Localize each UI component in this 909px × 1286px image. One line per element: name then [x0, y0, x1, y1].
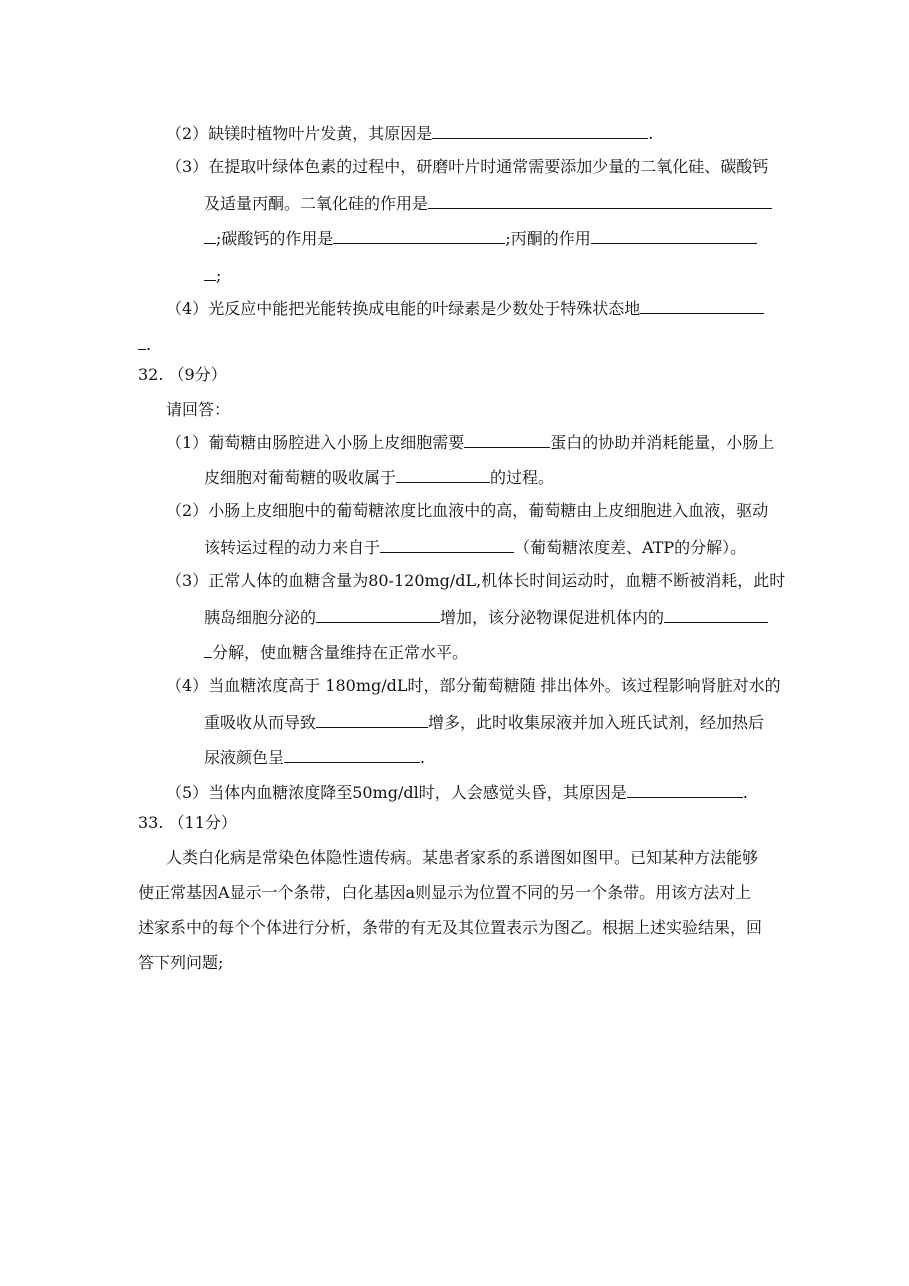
- answer-blank[interactable]: [396, 466, 490, 483]
- q32-intro: 请回答：: [166, 400, 231, 419]
- item-text: 尿液颜色呈: [204, 748, 285, 767]
- answer-blank[interactable]: [316, 711, 428, 728]
- q32-item-1-line2: [204, 466, 554, 488]
- answer-blank[interactable]: [640, 297, 764, 314]
- q32-item-1-line1: [166, 431, 774, 453]
- q32-item-3-line2: [204, 606, 768, 628]
- item-text: ;碳酸钙的作用是: [216, 229, 334, 248]
- q32-item-3-line1: [166, 571, 785, 591]
- q31-item-3-line1: [166, 157, 768, 177]
- item-text: 缺镁时植物叶片发黄，其原因是: [208, 124, 433, 143]
- answer-blank[interactable]: [138, 333, 146, 350]
- q32-item-2-line1: [166, 501, 768, 521]
- answer-blank[interactable]: [204, 227, 216, 244]
- answer-blank[interactable]: [380, 536, 514, 553]
- item-number: （1）: [166, 433, 209, 452]
- q33-paragraph-line3: 述家系中的每个个体进行分析，条带的有无及其位置表示为图乙。根据上述实验结果，回: [138, 918, 763, 937]
- item-number: （3）: [166, 571, 209, 590]
- answer-blank[interactable]: [204, 264, 216, 281]
- answer-blank[interactable]: [464, 431, 550, 448]
- item-number: （4）: [166, 299, 209, 318]
- item-text: 及适量丙酮。二氧化硅的作用是: [204, 194, 429, 213]
- item-text: 在提取叶绿体色素的过程中，研磨叶片时通常需要添加少量的二氧化硅、碳酸钙: [208, 157, 769, 176]
- answer-blank[interactable]: [664, 606, 768, 623]
- q31-item-3-line2: [204, 192, 772, 214]
- item-text: 小肠上皮细胞中的葡萄糖浓度比血液中的高，葡萄糖由上皮细胞进入血液，驱动: [208, 501, 769, 520]
- q33-paragraph-line2: 使正常基因A显示一个条带，白化基因a则显示为位置不同的另一个条带。用该方法对上: [138, 883, 752, 902]
- item-text: 正常人体的血糖含量为80-120mg/dL,机体长时间运动时，血糖不断被消耗，此时: [208, 571, 786, 590]
- item-text: 该转运过程的动力来自于: [204, 538, 381, 557]
- punctuation: .: [146, 335, 152, 354]
- item-text: 的过程。: [490, 468, 555, 487]
- q31-item-4: [166, 297, 764, 319]
- answer-blank[interactable]: [284, 746, 420, 763]
- punctuation: .: [420, 748, 426, 767]
- item-number: （2）: [166, 124, 209, 143]
- item-number: （4）: [166, 676, 209, 695]
- q31-item-2: [166, 122, 653, 144]
- q33-paragraph-line1: 人类白化病是常染色体隐性遗传病。某患者家系的系谱图如图甲。已知某种方法能够: [166, 848, 759, 867]
- answer-blank[interactable]: [316, 606, 440, 623]
- item-text: 蛋白的协助并消耗能量，小肠上: [550, 433, 775, 452]
- item-text: ;丙酮的作用: [505, 229, 591, 248]
- item-number: （5）: [166, 783, 209, 802]
- answer-blank[interactable]: [432, 122, 648, 139]
- item-text: 胰岛细胞分泌的: [204, 608, 317, 627]
- item-text: （葡萄糖浓度差、ATP的分解）。: [514, 538, 747, 557]
- answer-blank[interactable]: [204, 641, 212, 658]
- item-text: 葡萄糖由肠腔进入小肠上皮细胞需要: [208, 433, 465, 452]
- q32-item-2-line2: [204, 536, 746, 558]
- item-text: 增多，此时收集尿液并加入班氏试剂，经加热后: [428, 713, 765, 732]
- item-text: 皮细胞对葡萄糖的吸收属于: [204, 468, 397, 487]
- q32-item-4-line1: [166, 676, 781, 696]
- q32-item-4-line2: [204, 711, 764, 733]
- q32-header: 32. （9分）: [138, 365, 227, 384]
- answer-blank[interactable]: [591, 227, 757, 244]
- q32-item-4-line3: [204, 746, 425, 768]
- punctuation: .: [742, 783, 748, 802]
- item-text: 当血糖浓度高于 180mg/dL时，部分葡萄糖随 排出体外。该过程影响肾脏对水的: [208, 676, 781, 695]
- q31-item-4-cont: [138, 333, 151, 355]
- item-text: 当体内血糖浓度降至50mg/dl时，人会感觉头昏，其原因是: [208, 783, 627, 802]
- item-text: 分解，使血糖含量维持在正常水平。: [212, 643, 469, 662]
- punctuation: .: [648, 124, 654, 143]
- answer-blank[interactable]: [428, 192, 772, 209]
- q31-item-3-line3: [204, 227, 757, 249]
- item-text: ;: [216, 266, 222, 285]
- item-text: 增加，该分泌物课促进机体内的: [440, 608, 665, 627]
- item-number: （3）: [166, 157, 209, 176]
- answer-blank[interactable]: [627, 781, 743, 798]
- item-text: 重吸收从而导致: [204, 713, 317, 732]
- q32-item-5: [166, 781, 748, 803]
- q31-item-3-line4: [204, 264, 221, 286]
- q32-item-3-line3: [204, 641, 468, 663]
- q33-header: 33. （11分）: [138, 813, 237, 832]
- item-number: （2）: [166, 501, 209, 520]
- answer-blank[interactable]: [333, 227, 505, 244]
- item-text: 光反应中能把光能转换成电能的叶绿素是少数处于特殊状态地: [208, 299, 641, 318]
- q33-paragraph-line4: 答下列问题;: [138, 953, 224, 972]
